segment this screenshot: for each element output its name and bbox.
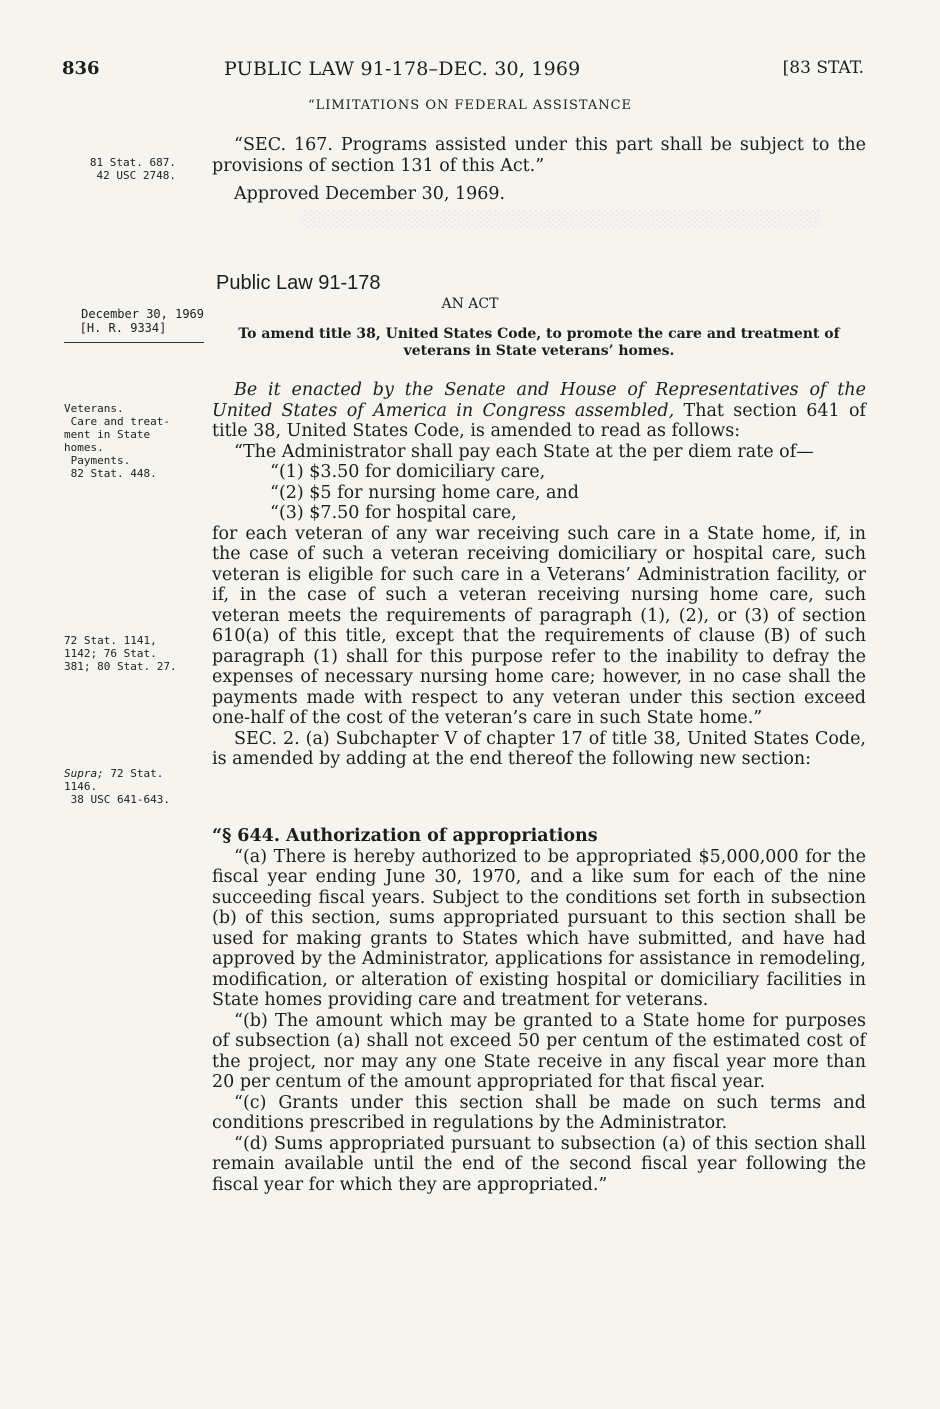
act-body-part-1 (212, 380, 866, 770)
page-header-title: PUBLIC LAW 91-178–DEC. 30, 1969 (224, 58, 581, 80)
margin-note-subject: Veterans. Care and treat- ment in State homes. Payments. 82 Stat. 448. (64, 402, 170, 480)
bleed-through-decoration: ░░░░░░░░░░░░░░░░░░░░░░░░░░░░░░░░░░░░░░░░░░░░░ (300, 210, 820, 228)
act-title: To amend title 38, United States Code, to promote the care and treatment of veterans in State veterans’ homes. (238, 326, 840, 359)
act-heading: AN ACT (441, 296, 499, 312)
section-644-block (212, 826, 866, 1195)
margin-note-citation-3-supra: Supra; (64, 767, 104, 780)
margin-note-citation-3-rest: 72 Stat. 1146. 38 USC 641-643. (64, 767, 170, 806)
section-running-head: “LIMITATIONS ON FEDERAL ASSISTANCE (307, 98, 633, 113)
per-diem-intro: “The Administrator shall pay each State at the per diem rate of— (234, 441, 814, 462)
rate-item-2: “(2) $5 for nursing home care, and (270, 482, 579, 503)
public-law-number: Public Law 91-178 (216, 272, 381, 294)
subsection-c: “(c) Grants under this section shall be made on such terms and conditions prescribed in regulations by the Administrator. (212, 1092, 866, 1133)
eligibility-paragraph: for each veteran of any war receiving such care in a State home, if, in the case of such a veteran receiving domiciliary or hospital care, such veteran is eligible for such care in a Veterans’ Administration facility, or if, in the case of such a veteran receiving nursing home care, such veteran meets the requirements of paragraph (1), (2), or (3) of section 610(a) of this title, except that the requirements of clause (B) of such paragraph (1) shall for this purpose refer to the inability to defray the expenses of necessary nursing home care; however, in no case shall the payments made with respect to any veteran under this section exceed one-half of the cost of the veteran’s care in such State home.” (212, 523, 866, 728)
subsection-b: “(b) The amount which may be granted to a State home for purposes of subsection (a) shall not exceed 50 per centum of the estimated cost of the project, nor may any one State receive in any fiscal year more than 20 per centum of the amount appropriated for that fiscal year. (212, 1010, 866, 1092)
section-2-text: SEC. 2. (a) Subchapter V of chapter 17 of title 38, United States Code, is amended by adding at the end thereof the following new section: (212, 728, 866, 769)
margin-note-citation-1: 81 Stat. 687. 42 USC 2748. (89, 156, 176, 182)
margin-rule (64, 342, 204, 343)
section-167-block (212, 135, 866, 205)
enacting-clause-italic: Be it enacted by the Senate and House of Representatives of the United States of America in Congress assembled, (212, 380, 866, 421)
rate-item-3: “(3) $7.50 for hospital care, (270, 503, 517, 523)
margin-note-bill: [H. R. 9334] (79, 321, 167, 335)
subsection-d: “(d) Sums appropriated pursuant to subsection (a) of this section shall remain available until the end of the second fiscal year following the fiscal year for which they are appropriated.” (212, 1133, 866, 1195)
page-number: 836 (62, 58, 100, 79)
margin-note-citation-3 (64, 767, 204, 806)
volume-reference: [83 STAT. (782, 58, 864, 78)
margin-note-date: December 30, 1969 (81, 307, 204, 321)
margin-note-citation-2: 72 Stat. 1141, 1142; 76 Stat. 381; 80 Stat. 27. (64, 634, 177, 673)
section-167-text: “SEC. 167. Programs assisted under this part shall be subject to the provisions of section 131 of this Act.” (212, 135, 866, 176)
rate-item-1: “(1) $3.50 for domiciliary care, (270, 462, 546, 482)
section-644-heading: “§ 644. Authorization of appropriations (212, 826, 598, 846)
subsection-a: “(a) There is hereby authorized to be appropriated $5,000,000 for the fiscal year ending June 30, 1970, and a like sum for each of the nine succeeding fiscal years. Subject to the conditions set forth in subsection (b) of this section, sums appropriated pursuant to this section shall be used for making grants to States which have submitted, and have had approved by the Administrator, applications for assistance in remodeling, modification, or alteration of existing hospital or domiciliary facilities in State homes providing care and treatment for veterans. (212, 846, 866, 1010)
enacting-clause-rest: That section 641 of title 38, United States Code, is amended to read as follows: (212, 400, 866, 441)
enacting-clause (212, 380, 866, 442)
approval-line: Approved December 30, 1969. (234, 184, 506, 204)
